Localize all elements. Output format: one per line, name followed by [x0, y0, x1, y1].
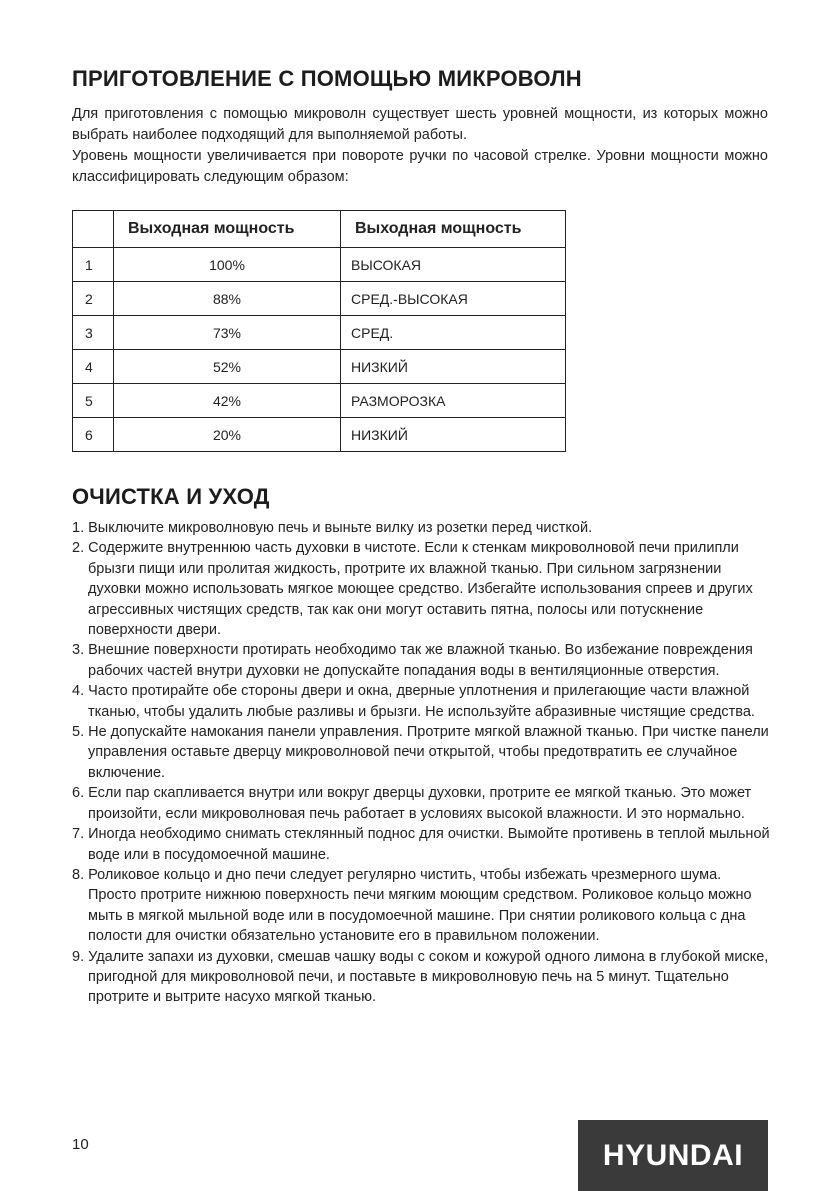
- list-item: 4. Часто протирайте обе стороны двери и окна, дверные уплотнения и прилегающие части влажной тканью, чтобы удалить любые разливы и брызги. Не используйте абразивные чистящие средства.: [72, 683, 755, 720]
- row-percent: 42%: [114, 384, 341, 418]
- row-number: 2: [73, 282, 114, 316]
- table-row: [73, 316, 566, 350]
- table-header-row: [73, 211, 566, 248]
- row-number: 4: [73, 350, 114, 384]
- list-item: 1. Выключите микроволновую печь и выньте вилку из розетки перед чисткой.: [72, 520, 593, 536]
- intro-paragraph-1: Для приготовления с помощью микроволн существует шесть уровней мощности, из которых можно выбрать наиболее подходящий для выполняемой работы.: [72, 106, 768, 143]
- section-title-microwave: ПРИГОТОВЛЕНИЕ С ПОМОЩЬЮ МИКРОВОЛН: [72, 66, 582, 91]
- list-item: 2. Содержите внутреннюю часть духовки в чистоте. Если к стенкам микроволновой печи прилипли брызги пищи или пролитая жидкость, протрите их влажной тканью. При сильном загрязнении духовки можно использовать мягкое моющее средство. Избегайте использования спреев и других агрессивных чистящих средств, так как они могут оставить пятна, полосы или потускнение поверхности двери.: [72, 540, 753, 639]
- row-level: НИЗКИЙ: [341, 350, 566, 384]
- table-header-power: Выходная мощность: [114, 211, 341, 248]
- row-level: СРЕД.: [341, 316, 566, 350]
- list-item: 9. Удалите запахи из духовки, смешав чашку воды с соком и кожурой одного лимона в глубокой миске, пригодной для микроволновой печи, и поставьте в микроволновую печь на 5 минут. Тщательно протрите и вытрите насухо мягкой тканью.: [72, 948, 769, 1006]
- table-row: [73, 384, 566, 418]
- row-percent: 20%: [114, 418, 341, 452]
- row-level: ВЫСОКАЯ: [341, 248, 566, 282]
- row-percent: 73%: [114, 316, 341, 350]
- table-header-index: [73, 211, 114, 248]
- row-percent: 100%: [114, 248, 341, 282]
- section-title-cleaning: ОЧИСТКА И УХОД: [72, 484, 270, 509]
- list-item: 6. Если пар скапливается внутри или вокруг дверцы духовки, протрите ее мягкой тканью. Это может произойти, если микроволновая печь работает в условиях высокой влажности. И это нормально.: [72, 785, 752, 822]
- list-item: 3. Внешние поверхности протирать необходимо так же влажной тканью. Во избежание повреждения рабочих частей внутри духовки не допускайте попадания воды в вентиляционные отверстия.: [72, 642, 753, 679]
- table-row: [73, 282, 566, 316]
- row-number: 5: [73, 384, 114, 418]
- row-number: 6: [73, 418, 114, 452]
- brand-logo: HYUNDAI: [578, 1120, 768, 1191]
- list-item: 8. Роликовое кольцо и дно печи следует регулярно чистить, чтобы избежать чрезмерного шума. Просто протрите нижнюю поверхность печи мягким моющим средством. Роликовое кольцо можно мыть в мягкой мыльной воде или в посудомоечной машине. При снятии роликового кольца с дна полости для очистки обязательно установите его в правильном положении.: [72, 866, 752, 945]
- table-row: [73, 418, 566, 452]
- row-level: СРЕД.-ВЫСОКАЯ: [341, 282, 566, 316]
- table-header-level: Выходная мощность: [341, 211, 566, 248]
- list-item: 7. Иногда необходимо снимать стеклянный поднос для очистки. Вымойте противень в теплой мыльной воде или в посудомоечной машине.: [72, 826, 770, 863]
- row-percent: 88%: [114, 282, 341, 316]
- row-number: 1: [73, 248, 114, 282]
- row-level: РАЗМОРОЗКА: [341, 384, 566, 418]
- power-levels-table: [72, 210, 566, 452]
- row-level: НИЗКИЙ: [341, 418, 566, 452]
- intro-text: [72, 104, 768, 188]
- row-percent: 52%: [114, 350, 341, 384]
- page-number: 10: [72, 1136, 89, 1153]
- cleaning-instructions-list: [72, 518, 772, 1008]
- table-row: [73, 350, 566, 384]
- list-item: 5. Не допускайте намокания панели управления. Протрите мягкой влажной тканью. При чистке панели управления оставьте дверцу микроволновой печи открытой, чтобы предотвратить ее случайное включение.: [72, 724, 769, 781]
- intro-paragraph-2: Уровень мощности увеличивается при повороте ручки по часовой стрелке. Уровни мощности можно классифицировать следующим образом:: [72, 148, 768, 185]
- row-number: 3: [73, 316, 114, 350]
- table-row: [73, 248, 566, 282]
